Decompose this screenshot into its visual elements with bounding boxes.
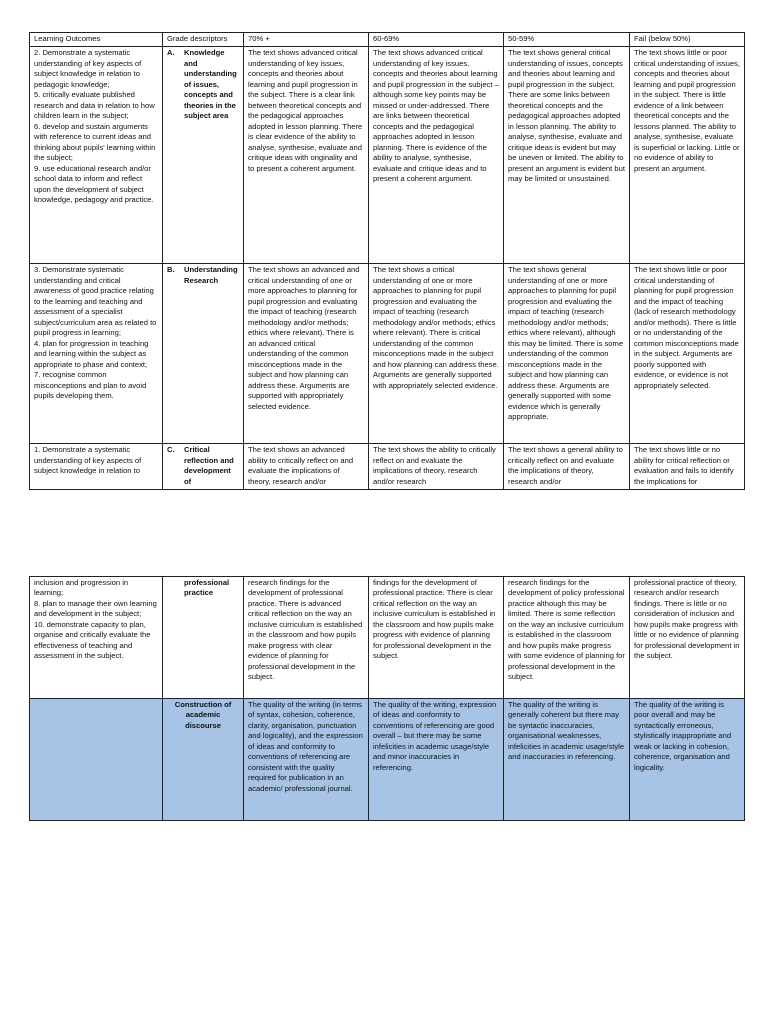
descriptor-letter: C. (167, 445, 175, 455)
header-grade-descriptors: Grade descriptors (163, 33, 244, 47)
descriptor-title: Construction of academic discourse (174, 700, 232, 730)
grade-descriptor-cell (163, 577, 244, 699)
grade-descriptor-cell (163, 444, 244, 490)
table-row (30, 47, 745, 264)
descriptor-title: Critical reflection and development of (184, 445, 234, 486)
grade-60-cell: The text shows the ability to critically reflect on and evaluate the implications of theory, research and/or research (369, 444, 504, 490)
descriptor-title: Knowledge and understanding of issues, concepts and theories in the subject area (184, 48, 237, 121)
grade-70-cell: The quality of the writing (in terms of syntax, cohesion, coherence, clarity, organisation, punctuation and logicality), and the expression of ideas and conformity to conventions of referencing are consistent with the quality required for publication in an academic/ professional journal. (244, 699, 369, 821)
grade-50-cell: The text shows general understanding of one or more approaches to planning for pupil progression and evaluating the impact of teaching (research methodology and/or methods; ethics where relevant), although this may be limited. There is some understanding of the common misconceptions made in the subject and how planning can address these. Arguments are generally supported with some evidence which is generally appropriate. (504, 264, 630, 444)
grade-fail-cell: The text shows little or poor critical understanding of planning for pupil progression and the impact of teaching (lack of research methodology and/or methods). There is little or no understanding of the common misconceptions made in the subject. Arguments are poorly supported with evidence, or evidence is not appropriately selected. (630, 264, 745, 444)
learning-outcomes-cell (30, 47, 163, 264)
outcome-text: 7. recognise common misconceptions and plan to avoid pupils developing them. (34, 370, 147, 401)
grade-60-cell: The quality of the writing, expression of ideas and conformity to conventions of referencing are good overall – but there may be some infelicities in academic usage/style and minor inaccuracies in referencing. (369, 699, 504, 821)
header-60-69: 60-69% (369, 33, 504, 47)
outcome-text: 6. develop and sustain arguments with reference to current ideas and thinking about pupils' learning within the subject; (34, 121, 156, 163)
table-row (30, 444, 745, 490)
grade-50-cell: The quality of the writing is generally coherent but there may be syntactic inaccuracies, organisational weaknesses, infelicities in academic usage/style and inaccuracies in referencing. (504, 699, 630, 821)
table-row (30, 264, 745, 444)
descriptor-letter: A. (167, 48, 175, 58)
grade-70-cell: The text shows an advanced and critical understanding of one or more approaches to planning for pupil progression and evaluating the impact of teaching (research methodology and/or methods; ethics where relevant). There is an advanced critical understanding of the common misconceptions made in the subject and how planning can address these. Arguments are supported with appropriately selected evidence. (244, 264, 369, 444)
header-row (30, 33, 745, 47)
rubric-table-page-continued (29, 576, 745, 821)
grade-60-cell: findings for the development of professional practice. There is clear critical reflection on the way an inclusive curriculum is established in the classroom and how pupils make progress with evidence of planning for professional development in the subject. (369, 577, 504, 699)
outcome-text: 4. plan for progression in teaching and learning within the subject as appropriate to phase and context; (34, 338, 149, 369)
grade-70-cell: The text shows advanced critical understanding of key issues, concepts and theories about learning and pupil progression in the subject. There is a clear link between theoretical concepts and the pedagogical approaches adopted in lesson planning. There is clear evidence of the ability to analyse, synthesise, evaluate and critique ideas with originality and to present a coherent argument. (244, 47, 369, 264)
outcome-text: 8. plan to manage their own learning and development in the subject; (34, 598, 157, 619)
descriptor-letter: B. (167, 265, 175, 275)
grade-60-cell: The text shows advanced critical understanding of key issues, concepts and theories about learning and pupil progression in the subject – although some key points may be missed or under-addressed. There are links between theoretical concepts and the pedagogical approaches adopted in lesson planning. There is evidence of the ability to analyse, synthesise, evaluate and critique ideas and to present a coherent argument. (369, 47, 504, 264)
grade-fail-cell: The text shows little or no ability for critical reflection or evaluation and fails to identify the implications for (630, 444, 745, 490)
header-fail: Fail (below 50%) (630, 33, 745, 47)
grade-descriptor-cell (163, 264, 244, 444)
grade-70-cell: The text shows an advanced ability to critically reflect on and evaluate the implications of theory, research and/or (244, 444, 369, 490)
outcome-text: 9. use educational research and/or school data to inform and reflect upon the development of subject knowledge, pedagogy and practice. (34, 163, 154, 205)
outcome-text: 3. Demonstrate systematic understanding and critical awareness of good practice relating to the learning and teaching and assessment of a specialist subject/curriculum area as related to pupil progress in learning; (34, 265, 157, 338)
header-50-59: 50-59% (504, 33, 630, 47)
outcome-text: 2. Demonstrate a systematic understanding of key aspects of subject knowledge in relation to pedagogic knowledge; (34, 48, 142, 89)
grade-50-cell: The text shows general critical understanding of issues, concepts and theories about learning and pupil progression in the subject. There are some links between theoretical concepts and the pedagogical approaches adopted in lesson planning. The ability to analyse, synthesise, evaluate and critique ideas is evident but may be uneven or limited. The ability to present an argument is evident but may be limited or unsustained. (504, 47, 630, 264)
grade-50-cell: research findings for the development of policy professional practice although this may be limited. There is some reflection on the way an inclusive curriculum is established in the classroom and how pupils make progress with some evidence of planning for professional development in the subject. (504, 577, 630, 699)
grade-fail-cell: The quality of the writing is poor overall and may be syntactically erroneous, stylistically inappropriate and weak or lacking in cohesion, coherence, organisation and logicality. (630, 699, 745, 821)
grade-fail-cell: professional practice of theory, research and/or research findings. There is little or no consideration of inclusion and how pupils make progress with little or no evidence of planning for professional development in the subject. (630, 577, 745, 699)
learning-outcomes-cell (30, 577, 163, 699)
grade-fail-cell: The text shows little or poor critical understanding of issues, concepts and theories about learning and pupil progression in the subject. There is little evidence of a link between theoretical concepts and the lessons planned. The ability to analyse, synthesise, evaluate is superficial or lacking. Little or no evidence of ability to present an argument. (630, 47, 745, 264)
learning-outcomes-cell: 1. Demonstrate a systematic understanding of key aspects of subject knowledge in relation to (30, 444, 163, 490)
grade-50-cell: The text shows a general ability to critically reflect on and evaluate the implications of theory, research and/or (504, 444, 630, 490)
outcome-text: 10. demonstrate capacity to plan, organise and critically evaluate the effectiveness of teaching and assessment in the subject. (34, 619, 151, 661)
outcome-text: 5. critically evaluate published research and data in relation to how children learn in the subject; (34, 90, 155, 121)
table-row (30, 699, 745, 821)
learning-outcomes-cell (30, 699, 163, 821)
descriptor-title: professional practice (184, 578, 230, 598)
grade-descriptor-cell (163, 47, 244, 264)
learning-outcomes-cell (30, 264, 163, 444)
grade-descriptor-cell (163, 699, 244, 821)
rubric-table-page-top (29, 32, 745, 490)
header-70-plus: 70% + (244, 33, 369, 47)
grade-70-cell: research findings for the development of professional practice. There is advanced critical reflection on the way an inclusive curriculum is established in the classroom and how pupils make progress with clear evidence of planning for professional development in the subject. (244, 577, 369, 699)
grade-60-cell: The text shows a critical understanding of one or more approaches to planning for pupil progression and evaluating the impact of teaching (research methodology and/or methods; ethics where relevant). There is critical understanding of the common misconceptions made in the subject and how planning can address these. Arguments are generally supported with appropriately selected evidence. (369, 264, 504, 444)
descriptor-title: Understanding Research (184, 265, 238, 285)
outcome-text: inclusion and progression in learning; (34, 578, 129, 598)
table-row (30, 577, 745, 699)
header-learning-outcomes: Learning Outcomes (30, 33, 163, 47)
